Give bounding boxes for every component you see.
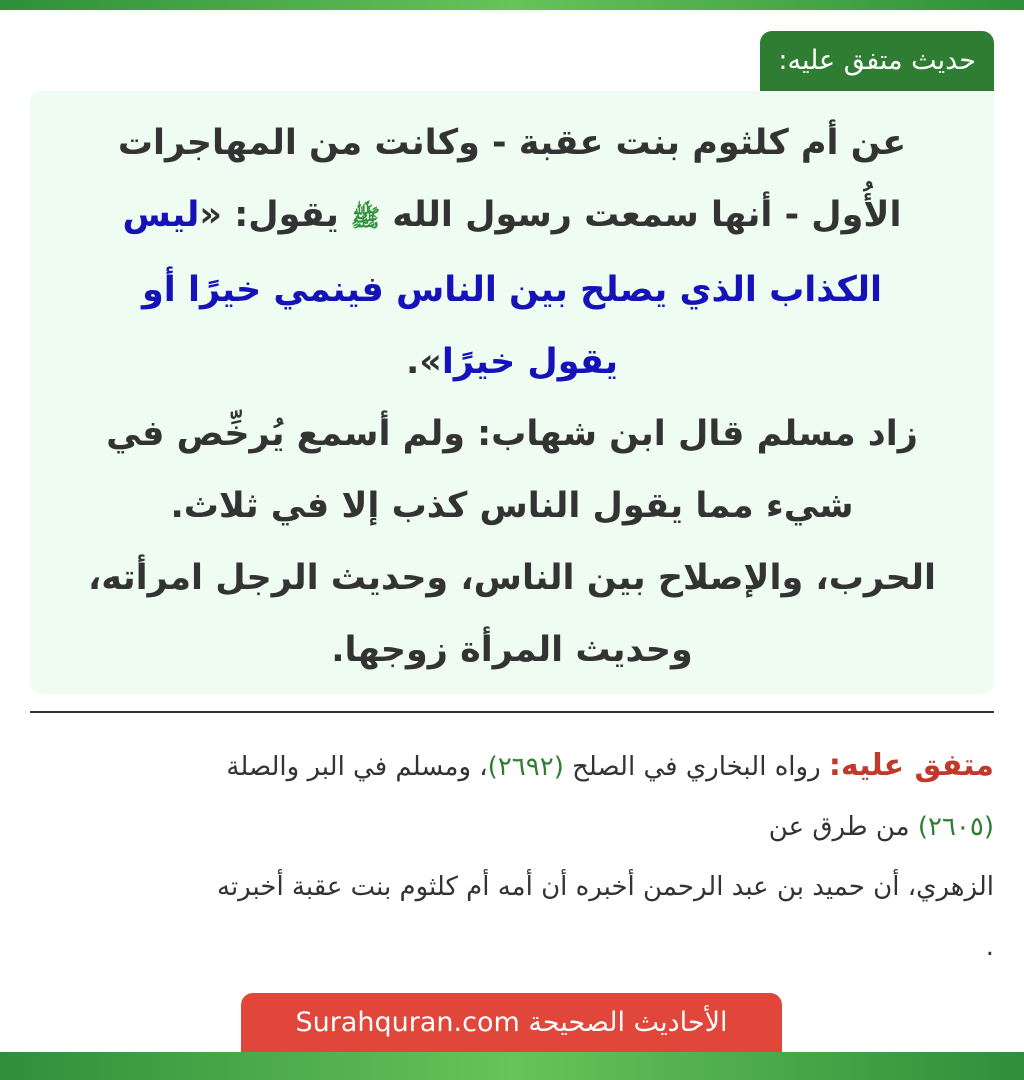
section-divider [30, 711, 994, 713]
takhrij-line-4 [30, 917, 994, 977]
prophet-quote-start: ليس [122, 195, 200, 235]
hadith-line-8 [54, 614, 970, 686]
hadith-line-2-mid: يقول: « [199, 195, 352, 235]
takhrij-section [30, 736, 994, 977]
hadith-line-7 [54, 542, 970, 614]
takhrij-line-3 [30, 857, 994, 917]
footer-site-name: Surahquran.com [295, 1007, 520, 1038]
takhrij-chain: الزهري، أن حميد بن عبد الرحمن أخبره أن أمه أم كلثوم بنت عقبة أخبرته [217, 872, 994, 902]
footer-site-badge[interactable] [241, 993, 782, 1052]
prophet-quote-end: يقول خيرًا [441, 342, 619, 382]
takhrij-line-1 [30, 736, 994, 797]
hadith-line-5-text: زاد مسلم قال ابن شهاب: ولم أسمع يُرخِّص في [106, 414, 918, 454]
takhrij-end-mark: . [985, 932, 994, 962]
top-green-bar [0, 0, 1024, 10]
quote-close-mark: ». [405, 342, 442, 382]
hadith-line-5 [54, 398, 970, 470]
takhrij-text-2: ، ومسلم في البر والصلة [226, 752, 488, 782]
hadith-line-7-text: الحرب، والإصلاح بين الناس، وحديث الرجل امرأته، [87, 558, 937, 598]
takhrij-line-2 [30, 797, 994, 857]
takhrij-text-1: رواه البخاري في الصلح [563, 752, 829, 782]
footer-site-title: الأحاديث الصحيحة [528, 1007, 728, 1038]
hadith-line-6 [54, 470, 970, 542]
bottom-green-bar [0, 1052, 1024, 1080]
salutation-icon: ﷺ [351, 204, 381, 232]
hadith-line-8-text: وحديث المرأة زوجها. [331, 630, 693, 670]
hadith-line-2-text: الأُول - أنها سمعت رسول الله [392, 195, 902, 235]
takhrij-text-3: من طرق عن [768, 812, 918, 842]
hadith-text-box [30, 91, 994, 694]
hadith-line-1-text: عن أم كلثوم بنت عقبة - وكانت من المهاجرات [117, 123, 907, 163]
bukhari-number: (٢٦٩٢) [487, 752, 564, 782]
hadith-type-label: حديث متفق عليه: [778, 45, 976, 76]
muslim-number: (٢٦٠٥) [917, 812, 994, 842]
prophet-quote-line: الكذاب الذي يصلح بين الناس فينمي خيرًا أو [142, 270, 882, 310]
hadith-line-1 [54, 107, 970, 179]
takhrij-label: متفق عليه: [828, 748, 994, 783]
hadith-type-badge [760, 31, 994, 91]
hadith-line-3 [54, 254, 970, 326]
hadith-line-4 [54, 326, 970, 398]
hadith-line-2 [54, 179, 970, 254]
hadith-line-6-text: شيء مما يقول الناس كذب إلا في ثلاث. [170, 486, 854, 526]
